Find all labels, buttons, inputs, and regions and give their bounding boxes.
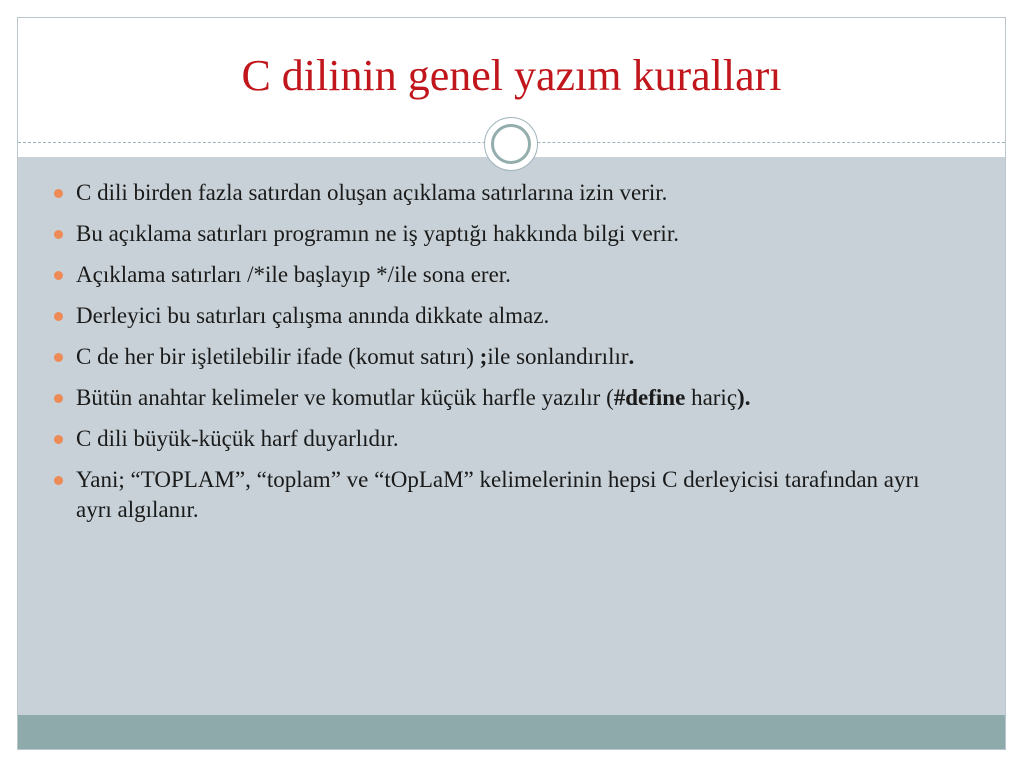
bullet-text: Derleyici bu satırları çalışma anında dikkate almaz. (76, 303, 550, 328)
bullet-item (52, 219, 952, 249)
bullet-text: hariç (685, 385, 738, 410)
bullet-item (52, 301, 952, 331)
bullet-dot-icon (54, 476, 63, 485)
bullet-item (52, 424, 952, 454)
bullet-dot-icon (54, 271, 63, 280)
bullet-item (52, 383, 952, 413)
slide (17, 17, 1006, 750)
footer-band (18, 715, 1005, 749)
bullet-text: C dili birden fazla satırdan oluşan açıklama satırlarına izin verir. (76, 180, 668, 205)
bullet-text-bold: #define (613, 385, 686, 410)
ring-ornament-icon (484, 117, 538, 171)
bullet-text: C dili büyük-küçük harf duyarlıdır. (76, 426, 399, 451)
bullet-dot-icon (54, 435, 63, 444)
bullet-text-bold: . (628, 344, 635, 369)
bullet-item (52, 465, 952, 525)
bullet-item (52, 342, 952, 372)
bullet-text-bold: ; (479, 344, 488, 369)
ring-inner-icon (491, 124, 531, 164)
bullet-text: Bu açıklama satırları programın ne iş yaptığı hakkında bilgi verir. (76, 221, 679, 246)
bullet-text-bold: ). (737, 385, 751, 410)
bullet-dot-icon (54, 189, 63, 198)
slide-title: C dilinin genel yazım kuralları (241, 51, 782, 100)
bullet-text: C de her bir işletilebilir ifade (komut satırı) (76, 344, 480, 369)
bullet-list (52, 178, 952, 536)
bullet-item (52, 260, 952, 290)
bullet-dot-icon (54, 353, 63, 362)
bullet-text: Bütün anahtar kelimeler ve komutlar küçük harfle yazılır ( (76, 385, 614, 410)
bullet-dot-icon (54, 394, 63, 403)
bullet-text: Açıklama satırları /*ile başlayıp */ile sona erer. (76, 262, 511, 287)
bullet-dot-icon (54, 312, 63, 321)
bullet-text: Yani; “TOPLAM”, “toplam” ve “tOpLaM” kelimelerinin hepsi C derleyicisi tarafından ayrı ayrı algılanır. (76, 467, 920, 522)
bullet-text: ile sonlandırılır (487, 344, 629, 369)
bullet-item (52, 178, 952, 208)
bullet-dot-icon (54, 230, 63, 239)
